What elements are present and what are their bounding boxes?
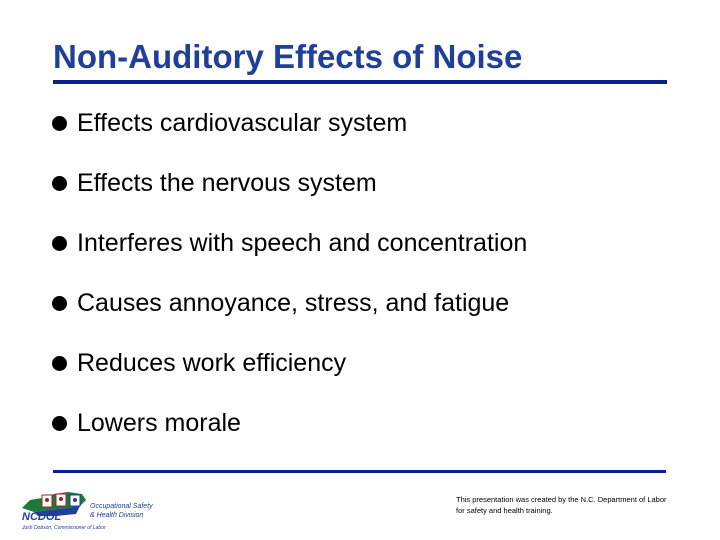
- bullet-dot-icon: [52, 296, 67, 311]
- bullet-dot-icon: [52, 416, 67, 431]
- bullet-dot-icon: [52, 236, 67, 251]
- bullet-dot-icon: [52, 356, 67, 371]
- slide-title: Non-Auditory Effects of Noise: [53, 38, 523, 75]
- bullet-text: Reduces work efficiency: [77, 349, 347, 377]
- bullet-text: Lowers morale: [77, 409, 241, 437]
- title-divider: [53, 80, 667, 84]
- logo-commissioner: Josh Dobson, Commissioner of Labor: [22, 525, 106, 531]
- bullet-dot-icon: [52, 116, 67, 131]
- footer-divider: [53, 470, 666, 473]
- logo-tagline-line1: Occupational Safety: [90, 503, 153, 510]
- bullet-dot-icon: [52, 176, 67, 191]
- logo-tagline-line2: & Health Division: [90, 512, 144, 519]
- bullet-text: Causes annoyance, stress, and fatigue: [77, 289, 510, 317]
- ncdol-logo: [20, 486, 180, 534]
- bullet-text: Effects cardiovascular system: [77, 109, 408, 137]
- footer-credit: This presentation was created by the N.C. Department of Labor for safety and health training.: [456, 495, 667, 515]
- bullet-text: Effects the nervous system: [77, 169, 377, 197]
- logo-acronym: NCDOL: [22, 511, 62, 523]
- bullet-text: Interferes with speech and concentration: [77, 229, 528, 257]
